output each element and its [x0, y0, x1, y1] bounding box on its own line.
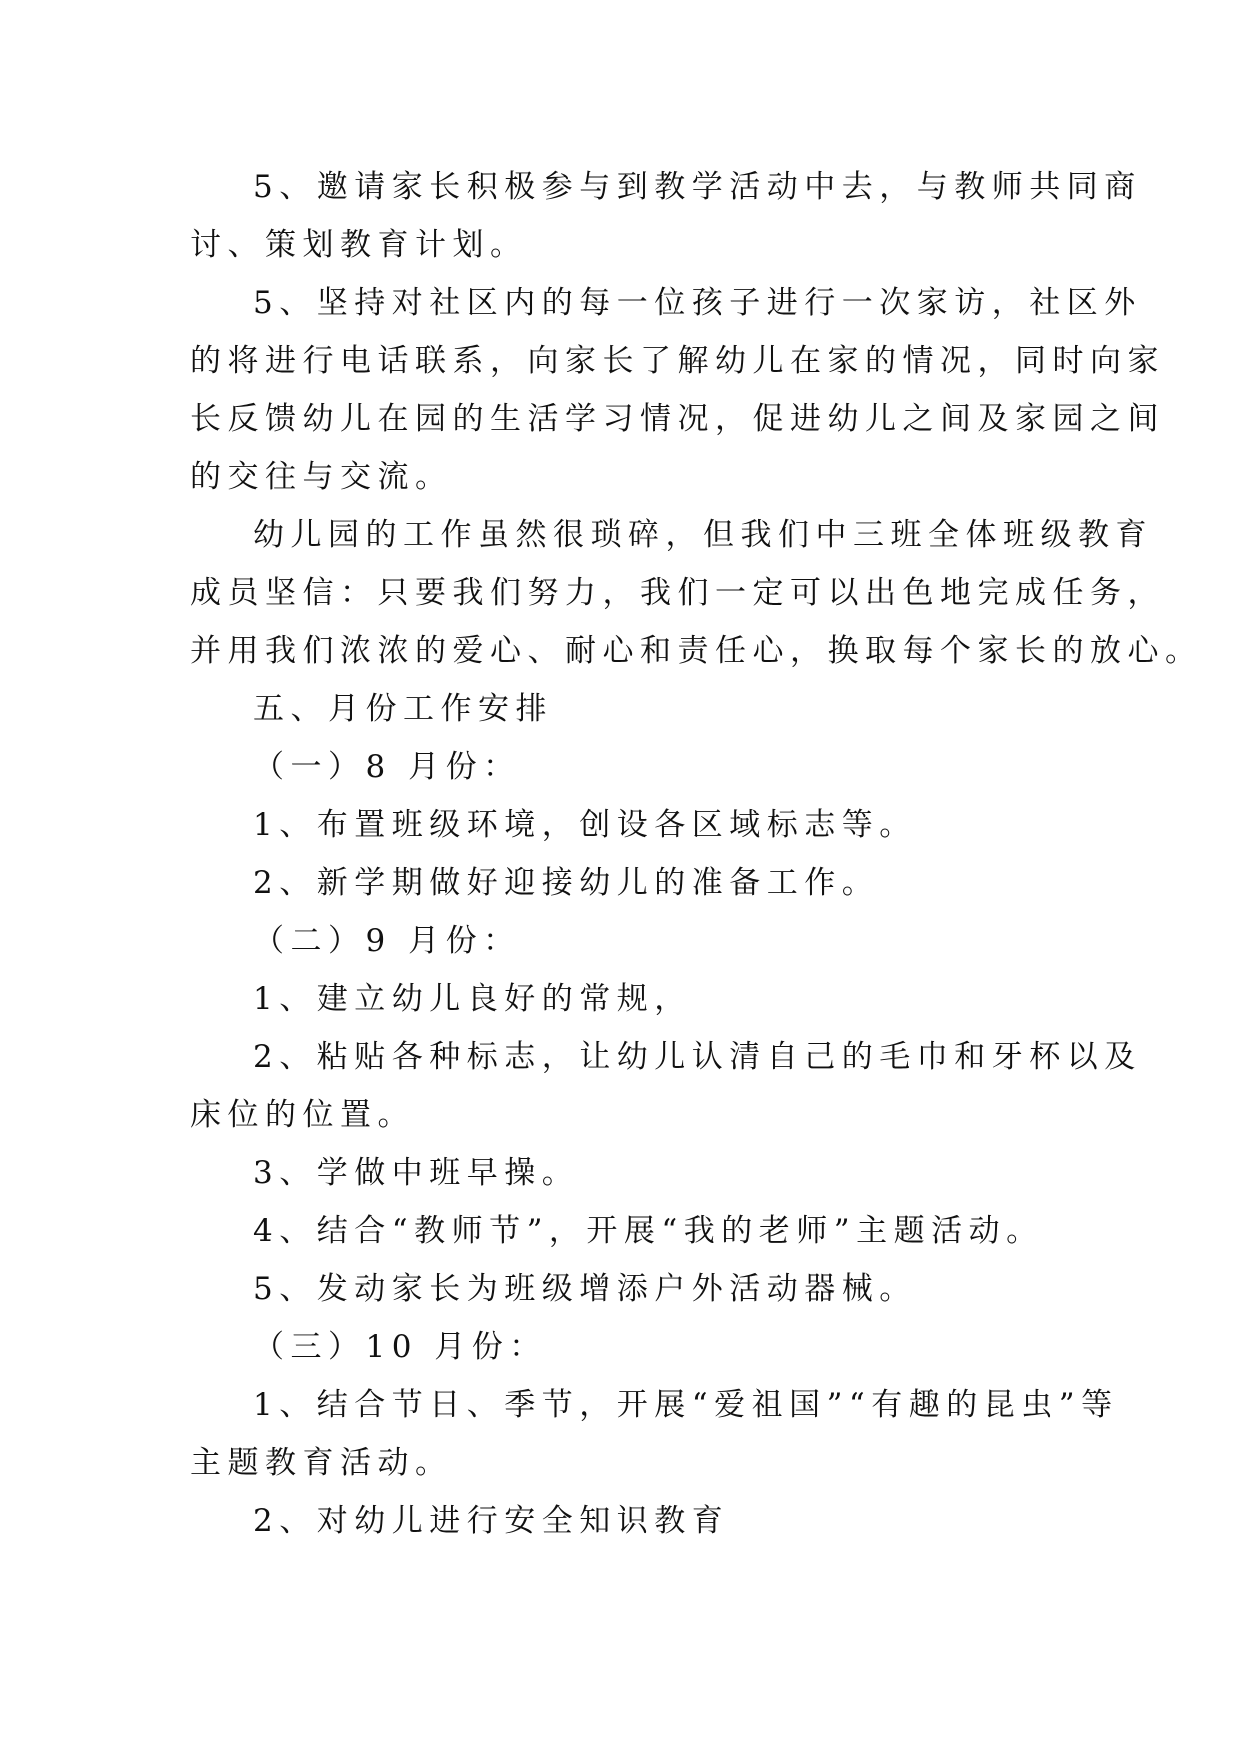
paragraph-line: 并用我们浓浓的爱心、耐心和责任心，换取每个家长的放心。 — [190, 633, 1203, 669]
list-item: 5、发动家长为班级增添户外活动器械。 — [253, 1271, 917, 1307]
list-item: 3、学做中班早操。 — [253, 1155, 580, 1191]
paragraph-line: 5、邀请家长积极参与到教学活动中去，与教师共同商 — [253, 169, 1142, 205]
list-item: 2、粘贴各种标志，让幼儿认清自己的毛巾和牙杯以及 — [253, 1039, 1142, 1075]
paragraph-line: 幼儿园的工作虽然很琐碎，但我们中三班全体班级教育 — [253, 517, 1153, 553]
month-heading: （二）9 月份： — [253, 923, 521, 959]
paragraph-line: 5、坚持对社区内的每一位孩子进行一次家访，社区外 — [253, 285, 1142, 321]
paragraph-line: 讨、策划教育计划。 — [190, 227, 528, 263]
list-item-continuation: 床位的位置。 — [190, 1097, 415, 1133]
paragraph-line: 的将进行电话联系，向家长了解幼儿在家的情况，同时向家 — [190, 343, 1165, 379]
paragraph-line: 的交往与交流。 — [190, 459, 453, 495]
month-heading: （三）10 月份： — [253, 1329, 547, 1365]
section-heading: 五、月份工作安排 — [253, 691, 553, 727]
list-item: 2、新学期做好迎接幼儿的准备工作。 — [253, 865, 880, 901]
paragraph-line: 成员坚信：只要我们努力，我们一定可以出色地完成任务， — [190, 575, 1165, 611]
list-item: 1、布置班级环境，创设各区域标志等。 — [253, 807, 917, 843]
list-item: 1、结合节日、季节，开展“爱祖国”“有趣的昆虫”等 — [253, 1387, 1119, 1423]
list-item: 2、对幼儿进行安全知识教育 — [253, 1503, 730, 1539]
list-item: 4、结合“教师节”，开展“我的老师”主题活动。 — [253, 1213, 1044, 1249]
list-item: 1、建立幼儿良好的常规， — [253, 981, 692, 1017]
month-heading: （一）8 月份： — [253, 749, 521, 785]
list-item-continuation: 主题教育活动。 — [190, 1445, 453, 1481]
paragraph-line: 长反馈幼儿在园的生活学习情况，促进幼儿之间及家园之间 — [190, 401, 1165, 437]
